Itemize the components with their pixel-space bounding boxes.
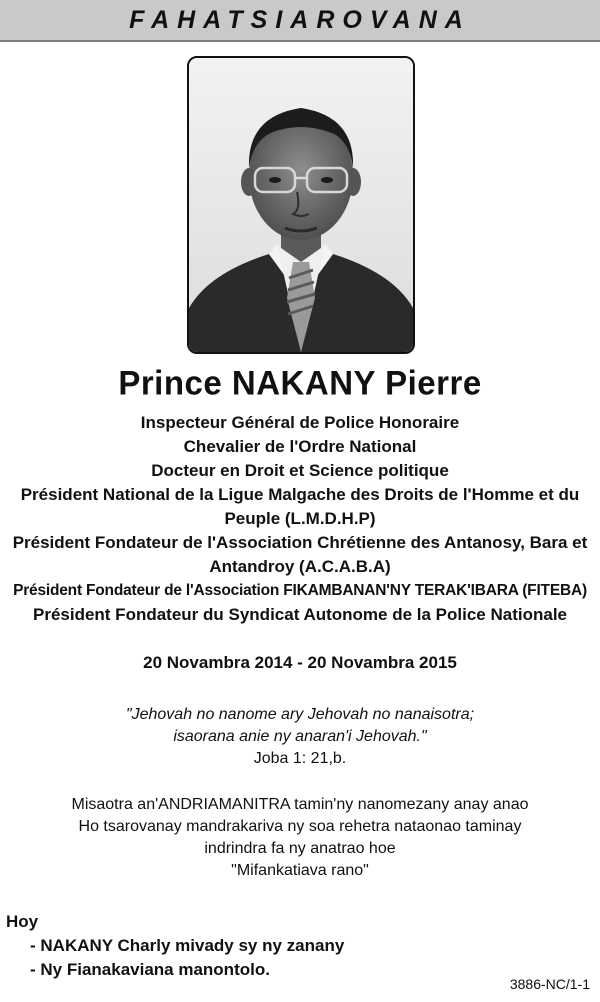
signoff — [6, 910, 596, 982]
title-line: Peuple (L.M.D.H.P) — [224, 509, 376, 528]
title-line: Président National de la Ligue Malgache des Droits de l'Homme et du — [20, 485, 580, 504]
verse-reference: Joba 1: 21,b. — [253, 750, 347, 767]
thanks-line: Ho tsarovanay mandrakariva ny soa rehetra nataonao taminay — [78, 818, 522, 835]
verse-line: isaorana anie ny anaran'i Jehovah." — [173, 728, 427, 745]
portrait-photo-icon — [187, 56, 415, 354]
signoff-item: - Ny Fianakaviana manontolo. — [30, 960, 270, 979]
title-line: Antandroy (A.C.A.B.A) — [209, 557, 391, 576]
title-line: Président Fondateur de l'Association Chrétienne des Antanosy, Bara et — [12, 533, 588, 552]
titles-list — [0, 411, 600, 627]
verse-line: "Jehovah no nanome ary Jehovah no nanaisotra; — [125, 706, 475, 723]
memorial-dates: 20 Novambra 2014 - 20 Novambra 2015 — [143, 653, 457, 672]
thanks-line: indrindra fa ny anatrao hoe — [204, 840, 396, 857]
thanks-line: Misaotra an'ANDRIAMANITRA tamin'ny nanomezany anay anao — [71, 796, 529, 813]
header-band — [0, 0, 600, 42]
signoff-item: - NAKANY Charly mivady sy ny zanany — [30, 936, 345, 955]
title-line: Chevalier de l'Ordre National — [183, 437, 417, 456]
title-line: Inspecteur Général de Police Honoraire — [140, 413, 460, 432]
title-line: Président Fondateur de l'Association FIKAMBANAN'NY TERAK'IBARA (FITEBA) — [13, 582, 587, 599]
bible-verse — [0, 704, 600, 770]
reference-code: 3886-NC/1-1 — [509, 976, 590, 992]
thanks-line: "Mifankatiava rano" — [231, 862, 369, 879]
title-line: Président Fondateur du Syndicat Autonome de la Police Nationale — [32, 605, 567, 624]
deceased-name: Prince NAKANY Pierre — [118, 363, 482, 402]
title-line: Docteur en Droit et Science politique — [151, 461, 449, 480]
header-title: FAHATSIAROVANA — [129, 5, 471, 34]
signoff-intro: Hoy — [6, 912, 39, 931]
thanks-message — [0, 794, 600, 882]
